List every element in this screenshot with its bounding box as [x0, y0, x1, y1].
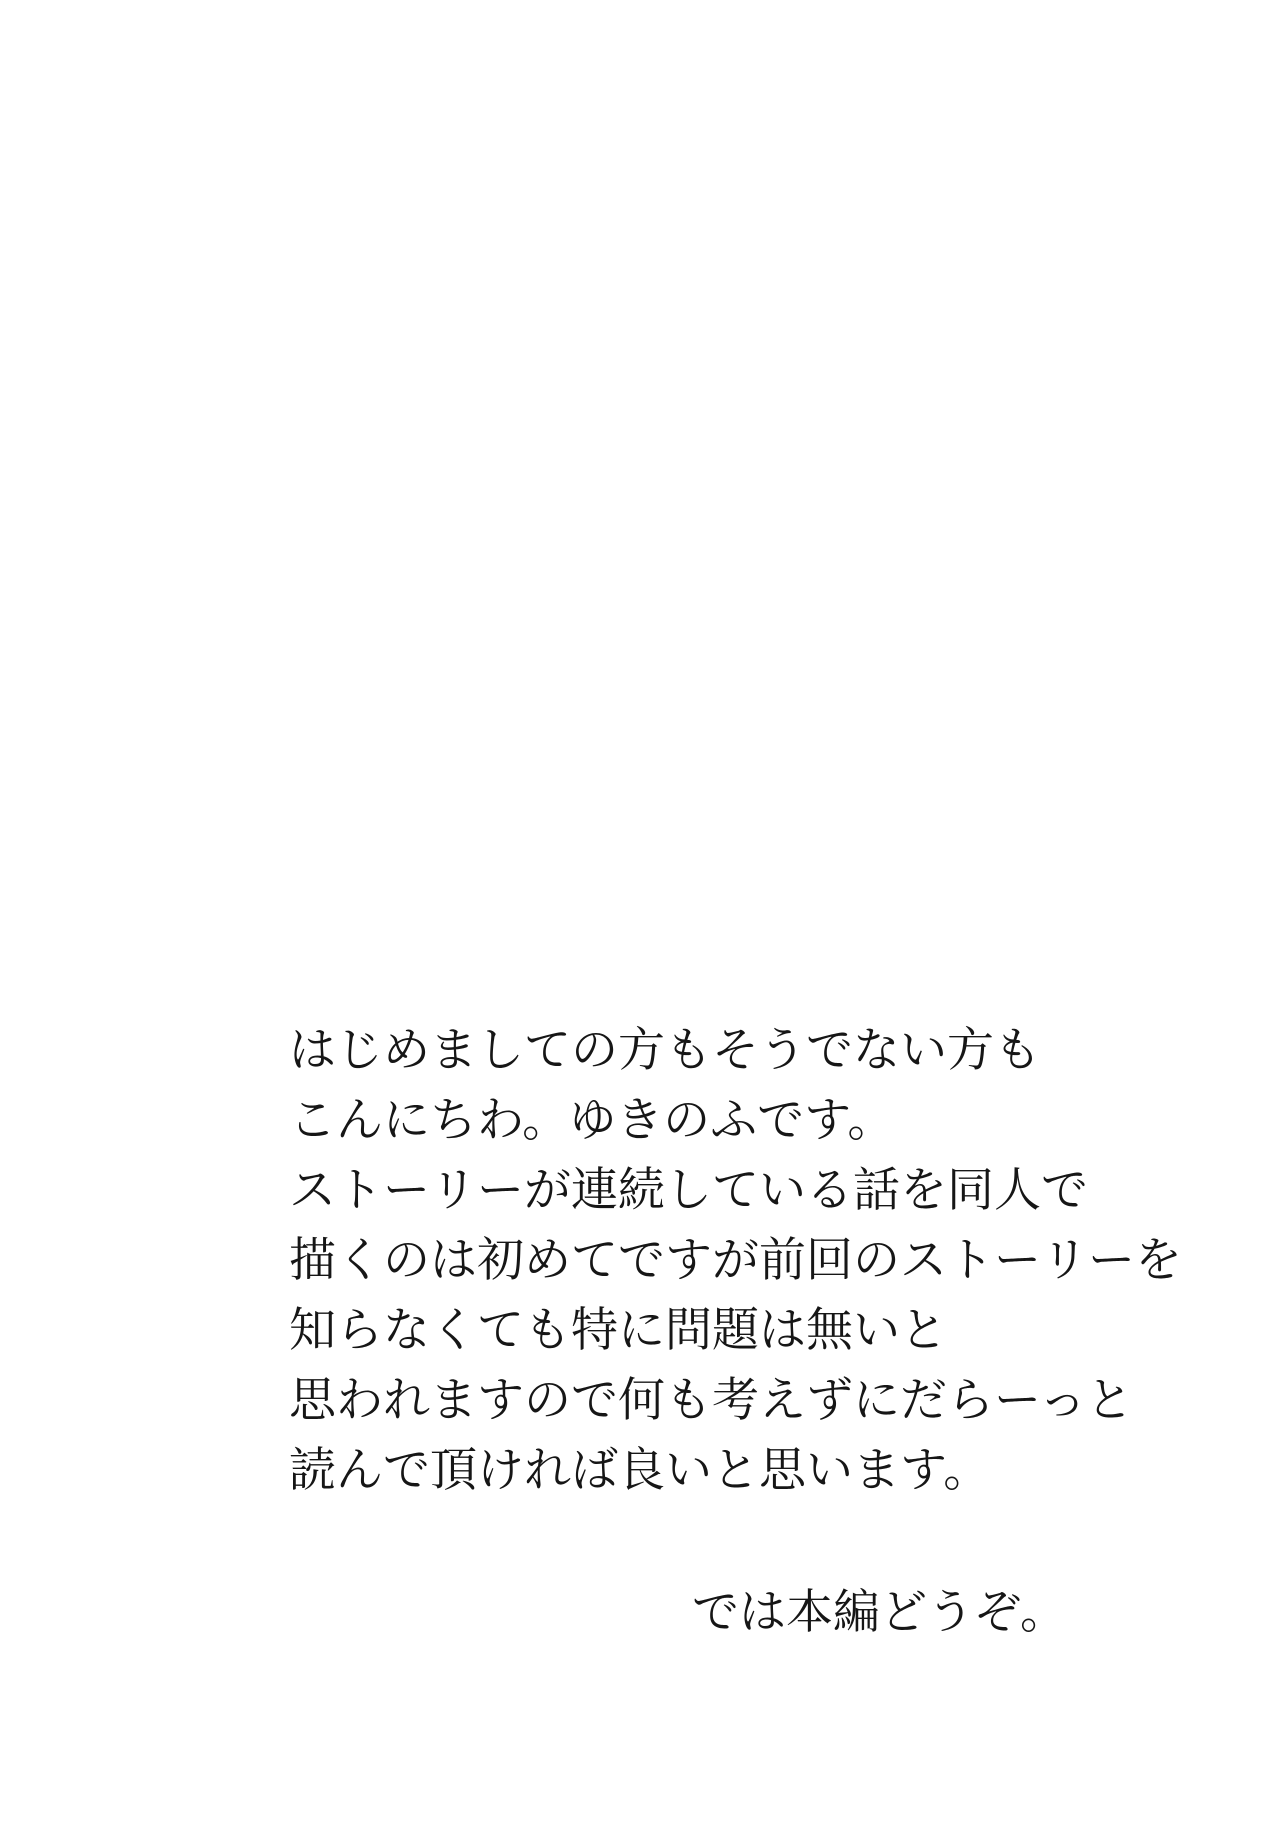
closing-line: では本編どうぞ。 — [692, 1587, 1068, 1639]
foreword-line: ストーリーが連続している話を同人で — [289, 1165, 1088, 1217]
foreword-line: 思われますので何も考えずにだらーっと — [289, 1375, 1134, 1427]
foreword-line: 描くのは初めてですが前回のストーリーを — [289, 1235, 1182, 1287]
foreword-line: こんにちわ。ゆきのふです。 — [289, 1095, 895, 1147]
foreword-line: 知らなくても特に問題は無いと — [289, 1305, 947, 1357]
foreword-paragraph — [289, 1016, 1229, 1506]
foreword-line: 読んで頂ければ良いと思います。 — [289, 1445, 991, 1497]
foreword-line: はじめましての方もそうでない方も — [289, 1025, 1041, 1077]
